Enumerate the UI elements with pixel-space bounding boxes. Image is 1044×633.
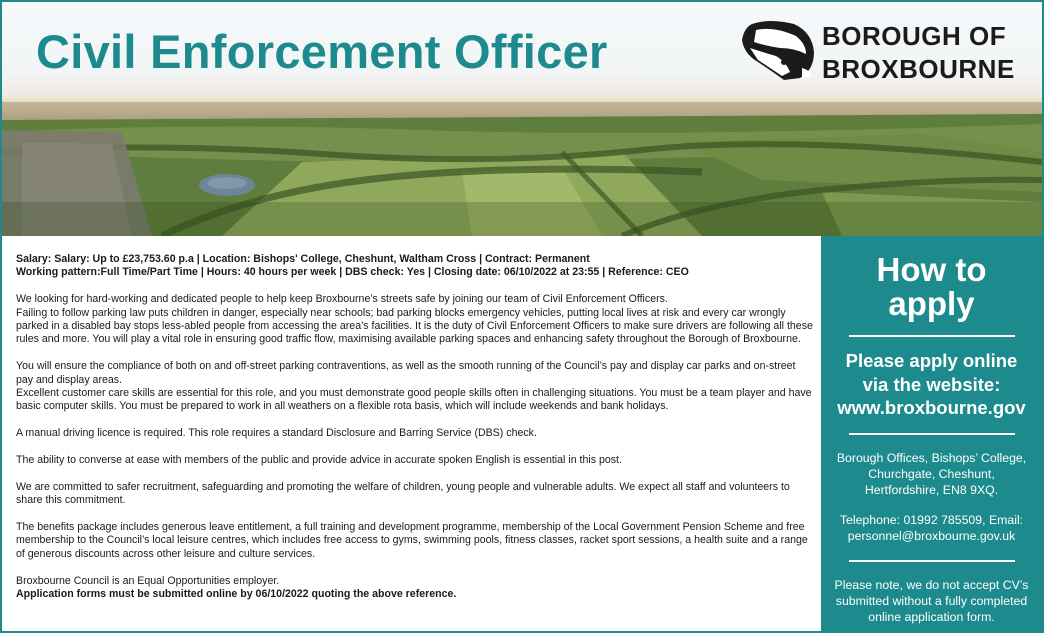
badger-head-icon — [740, 18, 816, 82]
paragraph-closing — [16, 575, 814, 602]
apply-line-1: Please apply online — [845, 350, 1018, 371]
intro-detail: Failing to follow parking law puts children in danger, especially near schools; bad parking blocks emergency vehicles, putting local lives at risk and every car wrongly parked in a disabled bay stops less-abled people from accessing the area’s facilities. It is the duty of Civil Enforcement Officers to make sure drivers are following all these rules and more. You will play a vital role in ensuring good traffic flow, maximising available parking spaces and enhancing safety throughout the Borough of Broxbourne. — [16, 306, 813, 346]
paragraph-licence: A manual driving licence is required. This role requires a standard Disclosure and Barring Service (DBS) check. — [16, 427, 537, 440]
office-address: Borough Offices, Bishops’ College, Churchgate, Cheshunt, Hertfordshire, EN8 9XQ. — [836, 450, 1027, 497]
skills-text: Excellent customer care skills are essential for this role, and you must demonstrate good people skills often in challenging situations. You must be a team player and have basic computer skills. You must be prepared to work in all weathers on a flexible rota basis, which will include weekends and bank holidays. — [16, 387, 812, 413]
paragraph-duties — [16, 360, 814, 414]
how-to-apply-panel — [821, 236, 1042, 633]
job-meta — [16, 253, 814, 280]
cv-note: Please note, we do not accept CV’s submitted without a fully completed online application form. — [834, 577, 1029, 624]
divider — [849, 433, 1015, 435]
paragraph-benefits: The benefits package includes generous leave entitlement, a full training and development programme, membership of the Local Government Pension Scheme and free membership to the Council’s local leisure centres, which includes free access to gyms, swimming pools, fitness classes, racket sport sessions, a health suite and a range of generous discounts across other leisure and culture services. — [16, 521, 808, 560]
panel-heading: How to apply — [876, 251, 987, 322]
job-description — [16, 253, 814, 615]
divider — [849, 335, 1015, 337]
meta-line-1: Salary: Salary: Up to £23,753.60 p.a | Location: Bishops' College, Cheshunt, Waltham Cross | Contract: Permanent — [16, 253, 590, 265]
logo-wordmark — [822, 20, 1015, 86]
submission-deadline: Application forms must be submitted online by 06/10/2022 quoting the above reference. — [16, 588, 457, 601]
paragraph-intro — [16, 293, 814, 347]
borough-logo[interactable] — [740, 18, 1020, 88]
duties-text: You will ensure the compliance of both on and off-street parking contraventions, as well as the smooth running of the Council’s pay and display car parks and on-street pay and display areas. — [16, 360, 796, 386]
contact-details[interactable]: Telephone: 01992 785509, Email: personnel@broxbourne.gov.uk — [839, 512, 1024, 543]
apply-line-2: via the website: — [862, 373, 1001, 395]
meta-line-2: Working pattern:Full Time/Part Time | Hours: 40 hours per week | DBS check: Yes | Closing date: 06/10/2022 at 23:55 | Reference: CEO — [16, 266, 689, 279]
hero-banner — [2, 2, 1042, 236]
divider — [849, 560, 1015, 562]
apply-online — [821, 349, 1042, 420]
website-link[interactable]: www.broxbourne.gov — [837, 397, 1026, 418]
paragraph-english: The ability to converse at ease with members of the public and provide advice in accurate spoken English is essential in this post. — [16, 454, 622, 467]
logo-line-2: BROXBOURNE — [822, 54, 1015, 84]
page-title: Civil Enforcement Officer — [36, 25, 608, 78]
logo-line-1: BOROUGH OF — [822, 21, 1007, 51]
intro-sentence: We looking for hard-working and dedicated people to help keep Broxbourne’s streets safe by joining our team of Civil Enforcement Officers. — [16, 293, 668, 306]
paragraph-safeguarding: We are committed to safer recruitment, safeguarding and promoting the welfare of children, young people and vulnerable adults. We expect all staff and volunteers to share this commitment. — [16, 480, 790, 507]
equal-opportunities: Broxbourne Council is an Equal Opportunities employer. — [16, 574, 280, 587]
